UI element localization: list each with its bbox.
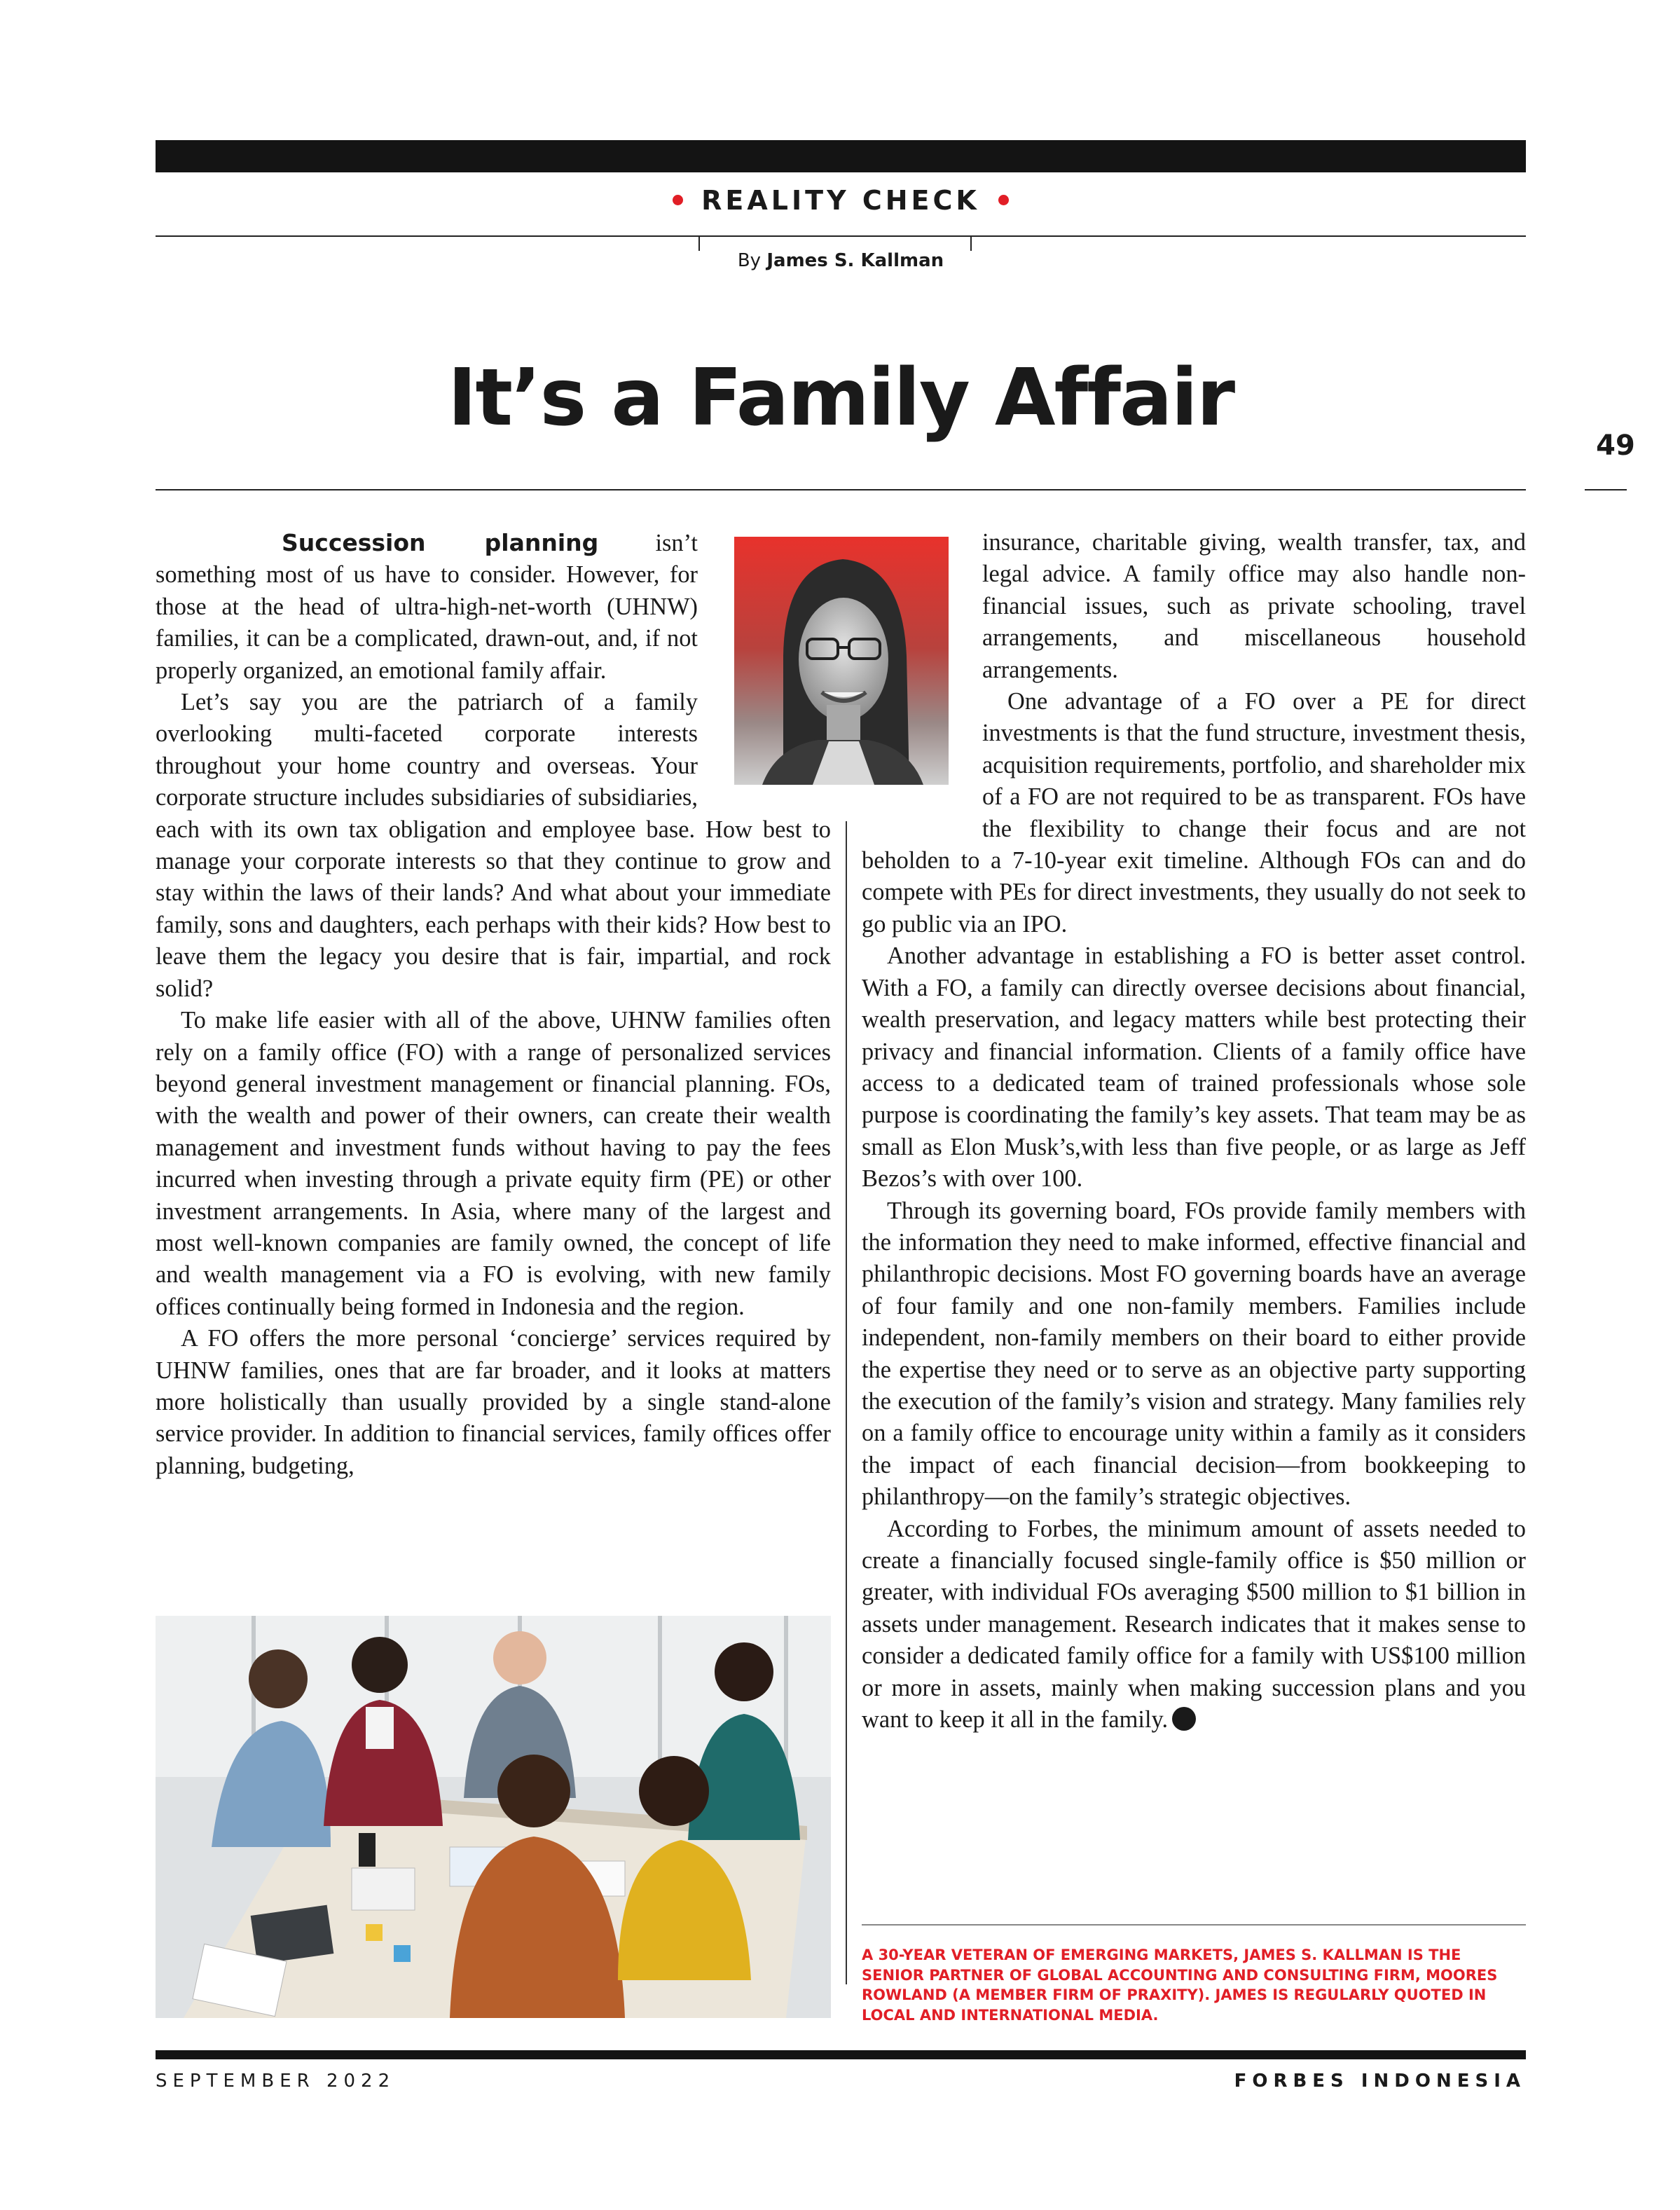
kicker-label: REALITY CHECK bbox=[701, 185, 980, 216]
article-paragraph: Another advantage in establishing a FO is better asset control. With a FO, a family can directly oversee decisions about financial, wealth preservation, and legacy matters while best protecting their privacy and financial information. Clients of a family office have access to a dedicated team of trained professionals whose sole purpose is coordinating the family’s key assets. That team may be as small as Elon Musk’s,with less than five people, or as large as Jeff Bezos’s with over 100. bbox=[862, 942, 1526, 1193]
portrait-spacer bbox=[862, 527, 982, 814]
article-paragraph: One advantage of a FO over a PE for direct investments is that the fund structure, investment thesis, acquisition requirements, portfolio, and shareholder mix of a FO are not required to be as transparent. FOs have the flexibility to change their focus and are not beholden to a 7-10-year exit timeline. Although FOs can and do compete with PEs for direct investments, they usually do not seek to go public via an IPO. bbox=[862, 688, 1526, 938]
headline: It’s a Family Affair bbox=[447, 352, 1234, 444]
article-paragraph: Through its governing board, FOs provide family members with the information they need to make informed, effective financial and philanthropic decisions. Most FO governing boards have an average of four family and one non-family members. Families include independent, non-family members on their board to either provide the expertise they need or to serve as an objective party supporting the execution of the family’s vision and strategy. Many families rely on a family office to encourage unity within a family as it considers the impact of each financial decision—from bookkeeping to philanthropy—on the family’s strategic objectives. bbox=[862, 1197, 1526, 1511]
portrait-spacer bbox=[698, 527, 831, 785]
page-number-rule bbox=[1585, 489, 1627, 490]
paragraph-text: isn’t something most of us have to consider. However, for those at the head of ultra-high-net-worth (UHNW) families, it can be a complicated, drawn-out, and, if not properly organized, an emotional family affair. bbox=[156, 530, 698, 684]
red-dot-icon bbox=[998, 195, 1009, 205]
byline bbox=[699, 247, 982, 275]
article-paragraph: A FO offers the more personal ‘concierge’ services required by UHNW families, ones that are far broader, and it looks at matters more holistically than usually provided by a single stand-alone service provider. In addition to financial services, family offices offer planning, budgeting, bbox=[156, 1325, 831, 1479]
article-paragraph bbox=[156, 527, 831, 687]
article-column-2 bbox=[862, 527, 1526, 1736]
paragraph-text: According to Forbes, the minimum amount of assets needed to create a financially focused single-family office is $50 million or greater, with individual FOs averaging $500 million to $1 billion in assets under management. Research indicates that it makes sense to consider a dedicated family office for a family with US$100 million or more in assets, mainly when making succession plans and you want to keep it all in the family. bbox=[862, 1515, 1526, 1734]
column-divider bbox=[846, 821, 847, 1984]
page-number: 49 bbox=[1596, 430, 1635, 462]
lead-in: Succession planning bbox=[282, 529, 599, 556]
meeting-photo bbox=[156, 1616, 831, 2018]
author-bio: A 30-YEAR VETERAN OF EMERGING MARKETS, JAMES S. KALLMAN IS THE SENIOR PARTNER OF GLOBAL ACCOUNTING AND CONSULTING FIRM, MOORES ROWLAND (A MEMBER FIRM OF PRAXITY). JAMES IS REGULARLY QUOTED IN LOCAL AND INTERNATIONAL MEDIA. bbox=[862, 1947, 1498, 2024]
article-paragraph: Let’s say you are the patriarch of a family overlooking multi-faceted corporate interests throughout your home country and overseas. Your corporate structure includes subsidiaries of subsidiaries, each with its own tax obligation and employee base. How best to manage your corporate interests so that they continue to grow and stay within the laws of their lands? And what about your immediate family, sons and daughters, each perhaps with their kids? How best to leave them the legacy you desire that is fair, impartial, and rock solid? bbox=[156, 689, 831, 1002]
article-column-1 bbox=[156, 527, 831, 1482]
article-paragraph bbox=[862, 1514, 1526, 1736]
byline-prefix: By bbox=[737, 250, 762, 271]
article-paragraph bbox=[862, 527, 1526, 686]
kicker-rule bbox=[156, 235, 1526, 237]
footer-publication: FORBES INDONESIA bbox=[1234, 2071, 1526, 2092]
headline-rule bbox=[156, 489, 1526, 490]
byline-author: James S. Kallman bbox=[766, 250, 944, 271]
section-kicker bbox=[156, 181, 1526, 220]
bio-rule bbox=[862, 1924, 1526, 1926]
red-dot-icon bbox=[673, 195, 683, 205]
footer-date: SEPTEMBER 2022 bbox=[156, 2071, 396, 2092]
footer-bar bbox=[156, 2050, 1526, 2059]
article-paragraph: To make life easier with all of the above, UHNW families often rely on a family office (FO) with a range of personalized services beyond general investment management or financial planning. FOs, with the wealth and power of their owners, can create their wealth management and investment funds without having to pay the fees incurred when investing through a private equity firm (PE) or other investment arrangements. In Asia, where many of the largest and most well-known companies are family owned, the concept of life and wealth management via a FO is evolving, with new family offices continually being formed in Indonesia and the region. bbox=[156, 1007, 831, 1320]
paragraph-text: insurance, charitable giving, wealth transfer, tax, and legal advice. A family office may also handle non-financial issues, such as private schooling, travel arrangements, and miscellaneous household arrangements. bbox=[982, 529, 1526, 683]
forbes-end-mark-icon: F bbox=[1172, 1707, 1196, 1731]
top-bar bbox=[156, 140, 1526, 172]
